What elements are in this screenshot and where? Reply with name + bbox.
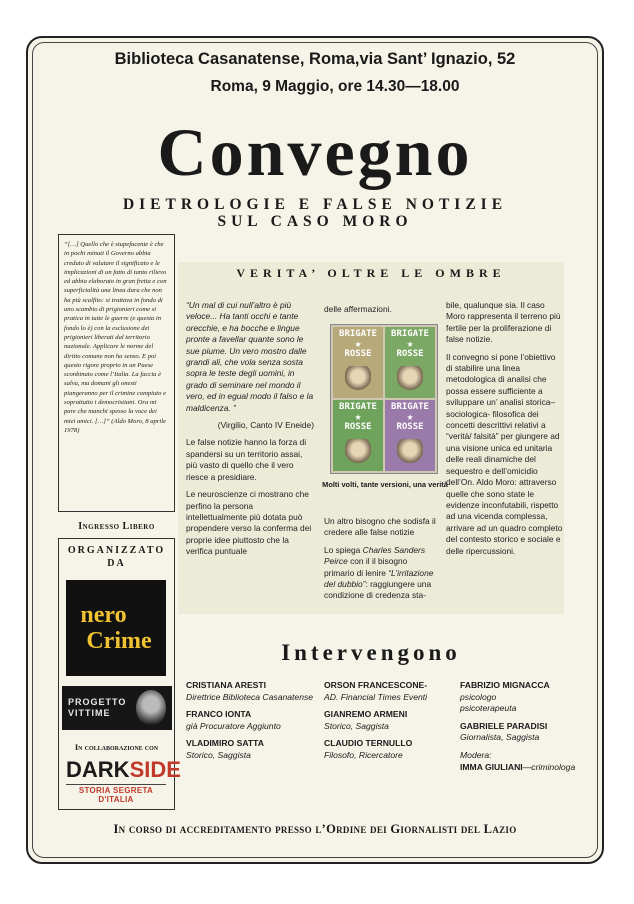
photo-tile	[333, 400, 383, 471]
article-column-1	[186, 300, 314, 564]
photo-tile-text: ROSSE	[396, 422, 424, 432]
peirce-quote: “L’irritazione del dubbio”	[324, 567, 434, 590]
article-column-2-bottom	[324, 516, 438, 608]
virgilio-citation: (Virgilio, Canto IV Eneide)	[217, 420, 314, 431]
date-line: Roma, 9 Maggio, ore 14.30—18.00	[210, 78, 460, 95]
brigate-rosse-photo	[330, 324, 438, 474]
photo-tile-text: ROSSE	[344, 422, 372, 432]
ingresso-libero: Ingresso Libero	[78, 521, 155, 532]
moderator-role: —criminologa	[522, 761, 576, 772]
speaker-role: Direttrice Biblioteca Casanatense	[186, 691, 314, 702]
speaker-name: FABRIZIO MIGNACCA	[460, 680, 550, 690]
portrait-icon	[345, 439, 371, 469]
article-paragraph: bile, qualunque sia. Il caso Moro rappresenta il terreno più fertile per la proliferazione di false notizie.	[446, 300, 561, 345]
portrait-icon	[397, 439, 423, 469]
peirce-name: Charles Sanders Peirce	[324, 544, 426, 567]
speaker-entry	[186, 709, 316, 732]
nero-crime-logo	[66, 580, 166, 676]
star-icon: ★	[354, 410, 362, 423]
text-run: Lo spiega	[324, 544, 363, 555]
portrait-icon	[397, 366, 423, 396]
photo-tile-text: ROSSE	[344, 349, 372, 359]
portrait-icon	[345, 366, 371, 396]
collaboration-label: In collaborazione con	[74, 742, 159, 752]
subtitle-line-2: SUL CASO MORO	[217, 213, 413, 230]
photo-tile	[333, 327, 383, 398]
moderator-entry	[460, 750, 578, 773]
speaker-name: VLADIMIRO SATTA	[186, 738, 264, 749]
venue-line: Biblioteca Casanatense, Roma,via Sant’ Ignazio, 52	[114, 50, 516, 68]
speaker-entry	[460, 721, 578, 744]
speaker-entry	[324, 680, 444, 703]
darkside-logo-wordmark	[66, 757, 181, 782]
photo-tile	[385, 400, 435, 471]
progetto-vittime-line-2: VITTIME	[68, 708, 111, 718]
article-paragraph: Il convegno si pone l’obiettivo di stabilire una linea metodologica di analisi che possa essere sufficiente a sviluppare un’ analisi storica– sociologica- filosofica dei concetti descrittivi relativi a “verità/ falsità” per giungere ad una visione unica ed unitaria delle reali dinamiche del sequestro e dell’omicidio dell’On. Aldo Moro: attraverso quelle che sono state le evidenze inconfutabili, rispetto ad una vicenda complessa, arrivare ad un quadro completo del contesto storico e sociale e delle ripercussioni.	[446, 351, 563, 556]
nero-crime-logo-line-1: nero	[80, 602, 127, 628]
article-column-3	[446, 300, 564, 563]
darkside-logo-dark: DARK	[66, 757, 130, 782]
text-run: : raggiungere una condizione di credenza sta-	[324, 579, 432, 601]
darkside-logo-tagline: STORIA SEGRETA D'ITALIA	[66, 784, 166, 804]
speaker-entry	[186, 738, 316, 761]
virgilio-quote: “Un mal di cui null’altro è più veloce... Ha tanti occhi e tante orecchie, e ha bocche e lingue pronte a favellar quante sono le sue piume. Un vero mostro dalle grandi ali, che vola senza sosta sopra le teste degli uomini, in grado di seminare nel mondo il vero, ed in egual modo il falso e la maldicenza. ”	[186, 300, 314, 413]
speaker-role: Giornalista, Saggista	[460, 732, 540, 743]
article-paragraph	[324, 545, 438, 602]
speaker-entry	[460, 680, 550, 715]
speakers-column-1	[186, 680, 316, 762]
moro-quote-text: “[…] Quello che è stupefacente è che in pochi minuti il Governo abbia creduto di valutare il significato e le implicazioni di un fatto di tanto rilievo ed abbia elaborato in gran fretta e con superficialità una linea dura che non ha più scalfito: si trattava in fondo di uno scambio di prigionieri come si pratica in tutte le guerre (e questa in fondo lo è) con la esclusione dei prigionieri liberati dal territorio nazionale. Applicare le norme del diritto comune non ha senso. E poi questo rigore proprio in un Paese sconbinato come l’Italia. La faccia è salva, ma domani gli onesti piangeranno per il crimine compiuto e soprattutto i democristiani. Ora mi pare che manchi spesso la voce dei miei amici. […]” (Aldo Moro, 8 aprile 1978)	[64, 241, 167, 434]
speaker-entry	[186, 680, 316, 703]
speakers-column-2	[324, 680, 444, 762]
moro-quote-box	[58, 234, 175, 512]
accreditation-footer: In corso di accreditamento presso l’Ordine dei Giornalisti del Lazio	[113, 822, 517, 836]
speaker-name: GABRIELE PARADISI	[460, 720, 548, 731]
star-icon: ★	[354, 337, 362, 350]
speaker-role: Filosofo, Ricercatore	[324, 749, 403, 760]
article-column-2-top: delle affermazioni.	[324, 304, 392, 314]
progetto-vittime-line-1: PROGETTO	[68, 697, 127, 707]
darkside-logo-side: SIDE	[129, 757, 181, 782]
face-icon	[136, 690, 166, 726]
moderator-line	[460, 762, 578, 774]
speaker-name: FRANCO IONTA	[186, 709, 252, 720]
subtitle-line-1: DIETROLOGIE E FALSE NOTIZIE	[122, 196, 508, 213]
speaker-name: ORSON FRANCESCONE-	[324, 680, 428, 690]
speaker-entry	[324, 738, 444, 761]
speaker-entry	[324, 709, 444, 732]
star-icon: ★	[406, 337, 414, 350]
speaker-role: Storico, Saggista	[324, 720, 389, 731]
progetto-vittime-logo	[62, 686, 172, 730]
speaker-name: GIANREMO ARMENI	[324, 709, 408, 720]
organizers-label-line-2: DA	[107, 558, 126, 569]
darkside-logo	[66, 757, 181, 804]
poster-title: Convegno	[157, 114, 473, 190]
speaker-role: AD. Financial Times Eventi	[324, 691, 428, 702]
photo-tile	[385, 327, 435, 398]
speakers-column-3	[460, 680, 578, 773]
article-paragraph: Un altro bisogno che sodisfa il credere alle false notizie	[324, 516, 436, 538]
article-section-title: VERITA’ OLTRE LE OMBRE	[236, 266, 506, 280]
photo-tile-text: BRIGATE	[339, 402, 377, 412]
photo-tile-text: BRIGATE	[391, 329, 429, 339]
moderator-name: IMMA GIULIANI	[460, 761, 523, 772]
text-run: con il il bisogno primario di lenire	[324, 556, 408, 578]
photo-tile-text: ROSSE	[396, 349, 424, 359]
poster-subtitle	[40, 196, 590, 230]
article-paragraph: Le false notizie hanno la forza di spandersi su un territorio assai, più vasto di quello che il vero riesce a presidiare.	[186, 437, 307, 482]
photo-tile-text: BRIGATE	[391, 402, 429, 412]
nero-crime-logo-line-2: Crime	[86, 628, 152, 654]
photo-caption: Molti volti, tante versioni, una verità	[322, 480, 448, 489]
speakers-title: Intervengono	[281, 640, 461, 665]
photo-tile-text: BRIGATE	[339, 329, 377, 339]
star-icon: ★	[406, 410, 414, 423]
speaker-role: psicologo psicoterapeuta	[460, 691, 517, 714]
speaker-role: Storico, Saggista	[186, 749, 251, 760]
moderator-label: Modera:	[460, 749, 492, 760]
speaker-name: CLAUDIO TERNULLO	[324, 738, 413, 749]
organizers-label	[58, 544, 175, 570]
speaker-role: già Procuratore Aggiunto	[186, 720, 281, 731]
article-paragraph: Le neuroscienze ci mostrano che perfino la persona intellettualmente più dotata può propendere verso la conferma dei proprie idee piuttosto che la verifica puntuale	[186, 489, 312, 557]
speaker-name: CRISTIANA ARESTI	[186, 680, 267, 690]
organizers-label-line-1: ORGANIZZATO	[67, 545, 166, 556]
